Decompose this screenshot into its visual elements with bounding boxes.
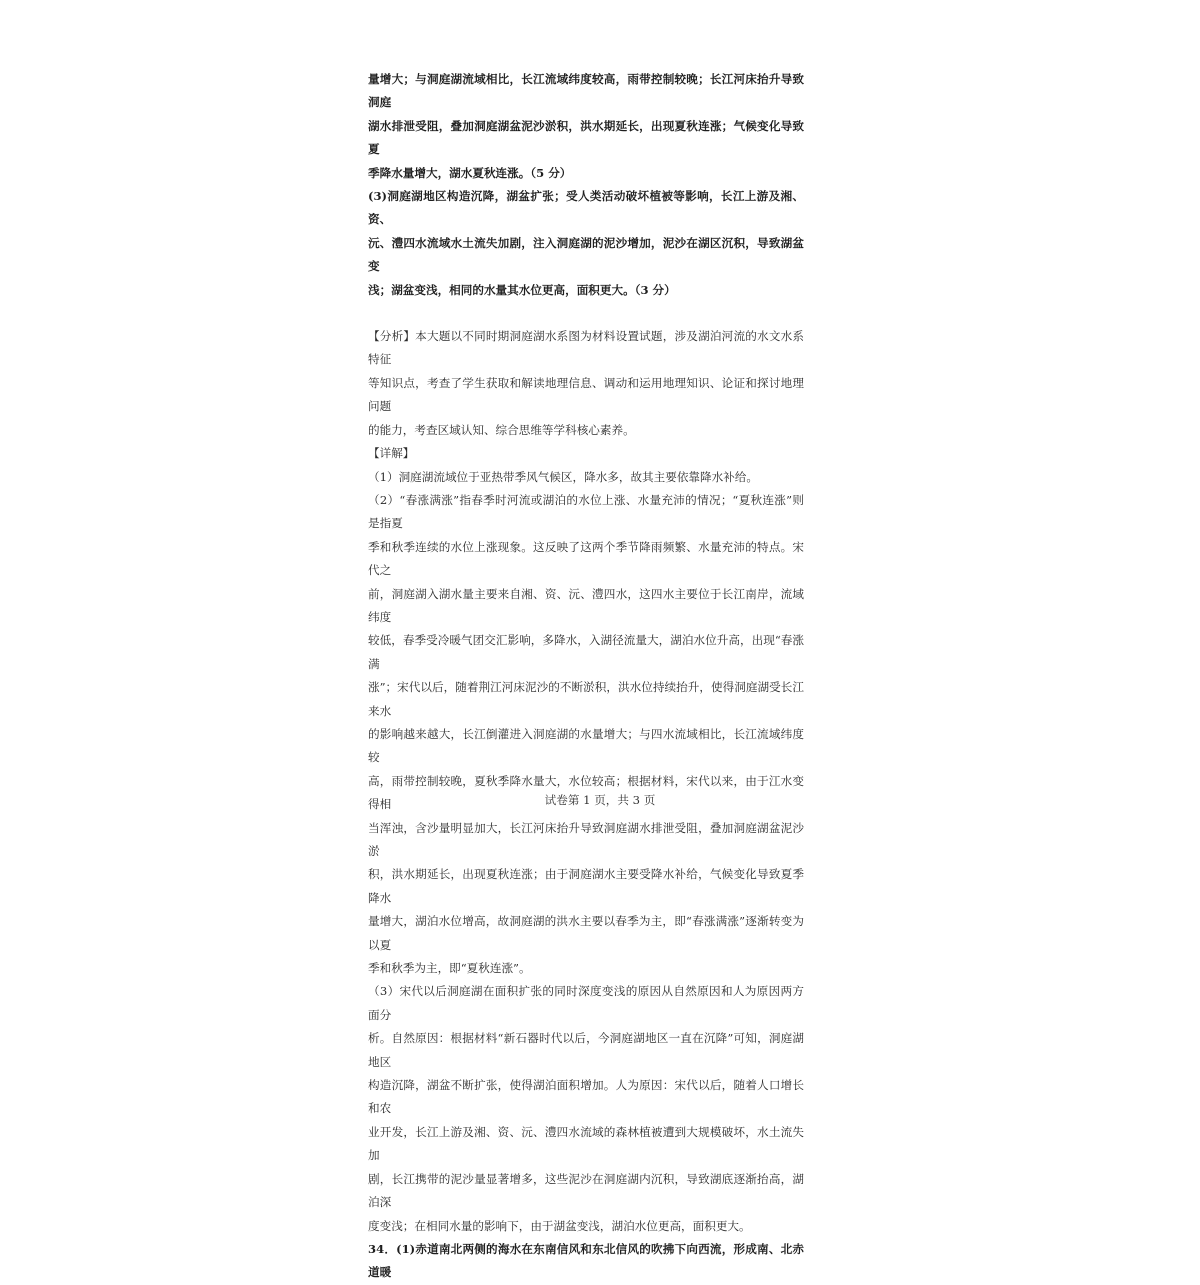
answer-part-3: [368, 185, 804, 302]
text-line: 涨”；宋代以后，随着荆江河床泥沙的不断淤积，洪水位持续抬升，使得洞庭湖受长江来水: [368, 680, 804, 718]
text-column: [368, 68, 804, 1285]
text-line: 沅、澧四水流域水土流失加剧，注入洞庭湖的泥沙增加，泥沙在湖区沉积，导致湖盆变: [368, 235, 804, 274]
text-line: 等知识点，考查了学生获取和解读地理信息、调动和运用地理知识、论证和探讨地理问题: [368, 375, 804, 414]
text-line: 的能力，考查区域认知、综合思维等学科核心素养。: [368, 422, 635, 437]
text-line: 积，洪水期延长，出现夏秋连涨；由于洞庭湖水主要受降水补给，气候变化导致夏季降水: [368, 867, 804, 905]
text-line: 析。自然原因：根据材料“新石器时代以后，今洞庭湖地区一直在沉降”可知，洞庭湖地区: [368, 1031, 804, 1069]
text-line: 度变浅；在相同水量的影响下，由于湖盆变浅，湖泊水位更高，面积更大。: [368, 1218, 751, 1233]
text-line: 季和秋季为主，即“夏秋连涨”。: [368, 961, 531, 976]
text-line: 季降水量增大，湖水夏秋连涨。（5 分）: [368, 165, 572, 180]
text-line: 的影响越来越大，长江倒灌进入洞庭湖的水量增大；与四水流域相比，长江流域纬度较: [368, 726, 804, 765]
detail-heading: 【详解】: [368, 446, 415, 461]
text-line: 当浑浊，含沙量明显加大，长江河床抬升导致洞庭湖水排泄受阻，叠加洞庭湖盆泥沙淤: [368, 820, 804, 858]
text-line: (3)洞庭湖地区构造沉降，湖盆扩张；受人类活动破坏植被等影响，长江上游及湘、资、: [368, 189, 804, 227]
text-line: 剧，长江携带的泥沙量显著增多，这些泥沙在洞庭湖内沉积，导致湖底逐渐抬高，湖泊深: [368, 1171, 804, 1210]
detail-section: [368, 442, 804, 1238]
text-line: 量增大，湖泊水位增高，故洞庭湖的洪水主要以春季为主，即“春涨满涨”逐渐转变为以夏: [368, 914, 804, 952]
text-line: 34．(1)赤道南北两侧的海水在东南信风和东北信风的吹拂下向西流，形成南、北赤道暖: [368, 1241, 804, 1280]
text-line: （2）“春涨满涨”指春季时河流或湖泊的水位上涨、水量充沛的情况；“夏秋连涨”则是指夏: [368, 492, 804, 531]
text-line: 高，雨带控制较晚，夏秋季降水量大，水位较高；根据材料，宋代以来，由于江水变得相: [368, 773, 804, 812]
text-line: （1）洞庭湖流域位于亚热带季风气候区，降水多，故其主要依靠降水补给。: [368, 469, 758, 484]
text-line: 业开发，长江上游及湘、资、沅、澧四水流域的森林植被遭到大规模破坏，水土流失加: [368, 1124, 804, 1163]
text-line: 量增大；与洞庭湖流域相比，长江流域纬度较高，雨带控制较晚；长江河床抬升导致洞庭: [368, 72, 804, 110]
page-footer: 试卷第 1 页，共 3 页: [544, 793, 656, 807]
text-line: 构造沉降，湖盆不断扩张，使得湖泊面积增加。人为原因：宋代以后，随着人口增长和农: [368, 1078, 804, 1116]
text-line: 前，洞庭湖入湖水量主要来自湘、资、沅、澧四水，这四水主要位于长江南岸，流域纬度: [368, 586, 804, 624]
text-line: 季和秋季连续的水位上涨现象。这反映了这两个季节降雨频繁、水量充沛的特点。宋代之: [368, 539, 804, 578]
text-line: 【分析】本大题以不同时期洞庭湖水系图为材料设置试题，涉及湖泊河流的水文水系特征: [368, 329, 804, 367]
text-line: 较低，春季受冷暖气团交汇影响，多降水，入湖径流量大，湖泊水位升高，出现“春涨满: [368, 633, 804, 671]
analysis-section: [368, 325, 804, 442]
spacer: [368, 302, 804, 325]
answer-continuation: [368, 68, 804, 185]
text-line: 湖水排泄受阻，叠加洞庭湖盆泥沙淤积，洪水期延长，出现夏秋连涨；气候变化导致夏: [368, 118, 804, 157]
text-line: （3）宋代以后洞庭湖在面积扩张的同时深度变浅的原因从自然原因和人为原因两方面分: [368, 984, 804, 1022]
question-34: [368, 1238, 804, 1285]
text-line: 浅；湖盆变浅，相同的水量其水位更高，面积更大。（3 分）: [368, 282, 676, 297]
